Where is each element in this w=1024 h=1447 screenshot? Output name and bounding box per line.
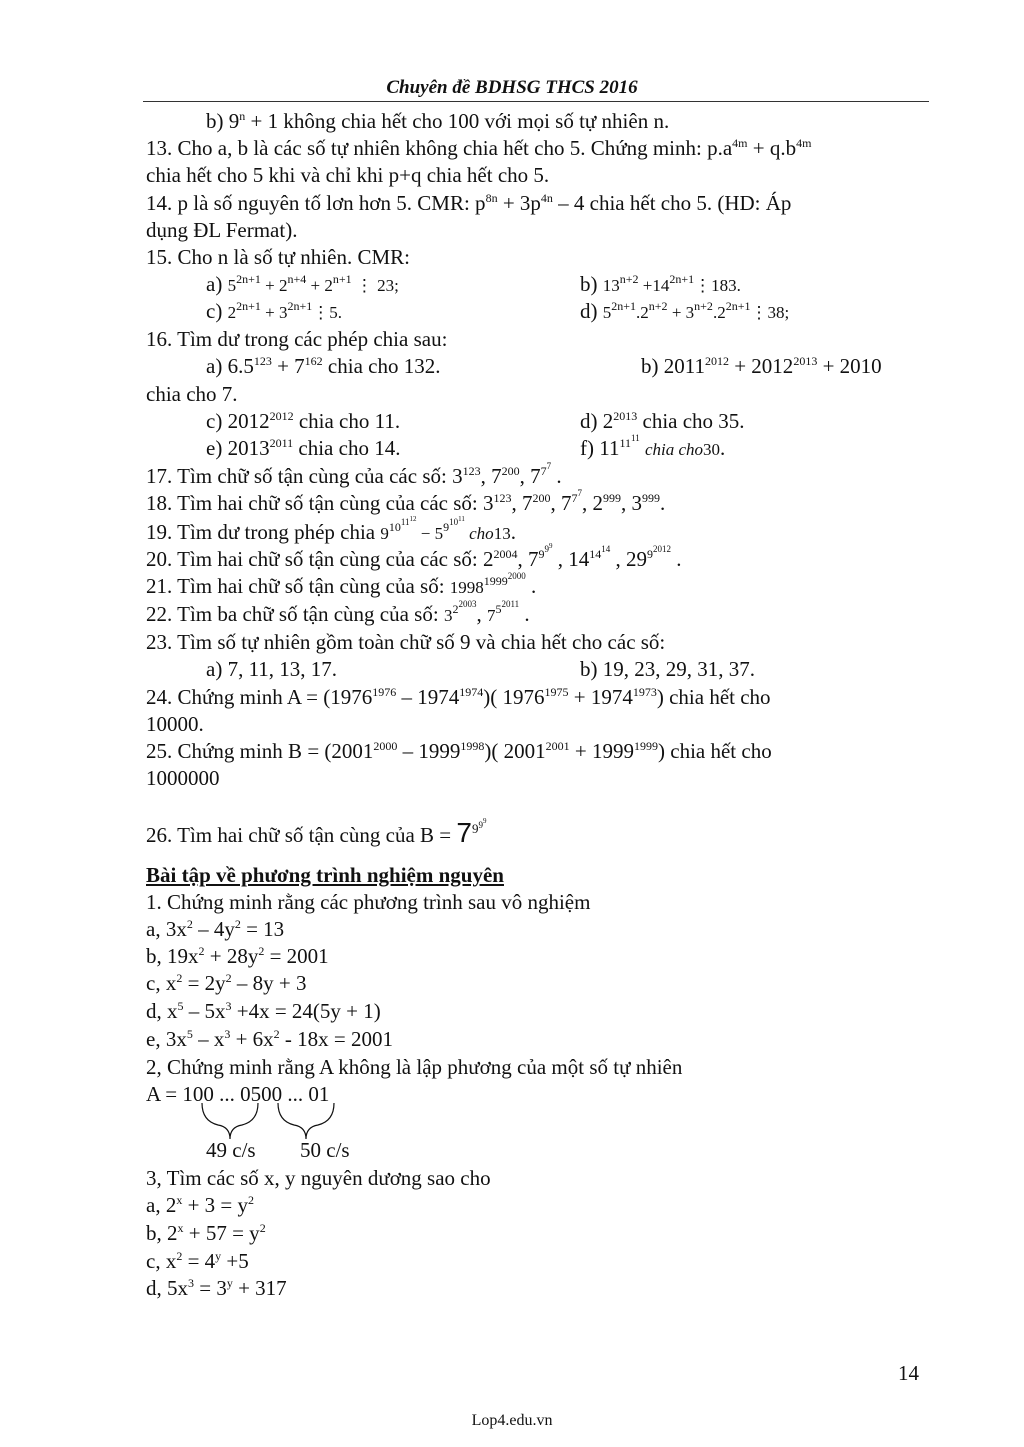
problem-24: 24. Chứng minh $A = (1976^{1976} - 1974^{1974})$( $1976^{1975} + 1974^{1973}$) chia hết cho	[146, 684, 771, 709]
problem-23: 23. Tìm số tự nhiên gồm toàn chữ số 9 và chia hết cho các số:	[146, 630, 666, 654]
page-header: Chuyên đề BDHSG THCS 2016	[386, 77, 638, 98]
header-rule	[143, 101, 929, 102]
exercise-1: 1. Chứng minh rằng các phương trình sau vô nghiệm	[146, 890, 591, 914]
section-heading: Bài tập về phương trình nghiệm nguyên	[146, 863, 504, 887]
problem-25-cont: 1000000	[146, 766, 220, 790]
exercise-3a: a, $2^x + 3 = y^2$	[146, 1192, 255, 1217]
exercise-2-number: A = 100 ... 0500 ... 01	[146, 1082, 330, 1106]
problem-16f: f) $11^{11^{11}}$ chia cho30.	[580, 433, 726, 460]
brace-left	[202, 1103, 258, 1139]
problem-26: 26. Tìm hai chữ số tận cùng của $B = 7^{9^{9^9}}$	[146, 817, 487, 848]
problem-15a: a) $5^{2n+1} + 2^{n+4} + 2^{n+1}$ ⋮ 23;	[206, 271, 399, 296]
problem-13: 13. Cho a, b là các số tự nhiên không chia hết cho 5. Chứng minh: $p.a^{4m} + q.b^{4m}$	[146, 135, 812, 160]
problem-19: 19. Tìm dư trong phép chia $9^{10^{11^{12}}} - 5^{9^{10^{11}}}$ cho13.	[146, 515, 516, 544]
exercise-3: 3, Tìm các số x, y nguyên dương sao cho	[146, 1166, 491, 1190]
problem-16c: c) $2012^{2012}$ chia cho 11.	[206, 408, 401, 433]
brace-label-50: 50 c/s	[300, 1138, 350, 1162]
page-number: 14	[898, 1361, 919, 1385]
problem-25: 25. Chứng minh $B = (2001^{2000} - 1999^{1998})$( $2001^{2001} + 1999^{1999}$) chia hết cho	[146, 738, 772, 763]
problem-16: 16. Tìm dư trong các phép chia sau:	[146, 327, 448, 351]
problem-12b: b) $9^n + 1$ không chia hết cho 100 với mọi số tự nhiên n.	[206, 108, 670, 133]
exercise-1a: a, $3x^2 - 4y^2 = 13$	[146, 916, 285, 941]
exercise-3d: d, $5x^3 = 3^y + 317$	[146, 1275, 287, 1300]
exercise-3b: b, $2^x + 57 = y^2$	[146, 1220, 266, 1245]
brace-label-49: 49 c/s	[206, 1138, 256, 1162]
brace-right	[278, 1103, 334, 1139]
problem-14: 14. p là số nguyên tố lơn hơn 5. CMR: $p^{8n} + 3p^{4n} - 4$ chia hết cho 5. (HD: Áp	[146, 190, 792, 215]
problem-15d: d) $5^{2n+1}.2^{n+2}$ + $3^{n+2}.2^{2n+1}⋮38$;	[580, 298, 790, 323]
exercise-3c: c, $x^2 = 4^y +5$	[146, 1248, 249, 1273]
problem-23b: b) 19, 23, 29, 31, 37.	[580, 657, 755, 681]
exercise-1c: c, $x^2 = 2y^2 - 8y + 3$	[146, 970, 307, 995]
problem-13-cont: chia hết cho 5 khi và chỉ khi p+q chia hết cho 5.	[146, 163, 550, 187]
exercise-1d: d, $x^5 - 5x^3 +4x = 24(5y + 1)$	[146, 998, 381, 1023]
problem-16b: b) $2011^{2012} + 2012^{2013} + 2010$	[641, 353, 882, 378]
problem-23a: a) 7, 11, 13, 17.	[206, 657, 338, 681]
problem-16a: a) $6.5^{123} + 7^{162}$ chia cho 132.	[206, 353, 441, 378]
problem-15: 15. Cho n là số tự nhiên. CMR:	[146, 245, 410, 269]
problem-15b: b) $13^{n+2}$ $+14^{2n+1}⋮183$.	[580, 271, 741, 296]
problem-14-cont: dụng ĐL Fermat).	[146, 218, 298, 242]
problem-16d: d) $2^{2013}$ chia cho 35.	[580, 408, 745, 433]
problem-16b-cont: chia cho 7.	[146, 382, 238, 406]
problem-17: 17. Tìm chữ số tận cùng của các số: $3^{123}$, $7^{200}$, $7^{7^7}$ .	[146, 461, 562, 488]
problem-22: 22. Tìm ba chữ số tận cùng của số: $3^{2^{2003}}$, $7^{5^{2011}}$ .	[146, 599, 530, 626]
digit-braces	[196, 1101, 366, 1141]
exercise-1b: b, $19x^2 + 28y^2 = 2001$	[146, 943, 329, 968]
exercise-1e: e, $3x^5 - x^3 + 6x^2 - 18x = 2001$	[146, 1026, 394, 1051]
exercise-2: 2, Chứng minh rằng A không là lập phương của một số tự nhiên	[146, 1055, 683, 1079]
problem-20: 20. Tìm hai chữ số tận cùng của các số: $2^{2004}$, $7^{9^{9^9}}$ , $14^{14^{14}}$ , $29^{9^{2012}}$ .	[146, 542, 682, 571]
problem-24-cont: 10000.	[146, 712, 204, 736]
problem-15c: c) $2^{2n+1}$ + $3^{2n+1}⋮5$.	[206, 298, 342, 323]
problem-18: 18. Tìm hai chữ số tận cùng của các số: $3^{123}$, $7^{200}$, $7^{7^7}$, $2^{999}$, $3^{999}$.	[146, 488, 666, 515]
problem-21: 21. Tìm hai chữ số tận cùng của số: $1998^{1999^{2000}}$ .	[146, 571, 537, 598]
problem-16e: e) $2013^{2011}$ chia cho 14.	[206, 435, 401, 460]
footer-site: Lop4.edu.vn	[471, 1412, 553, 1429]
